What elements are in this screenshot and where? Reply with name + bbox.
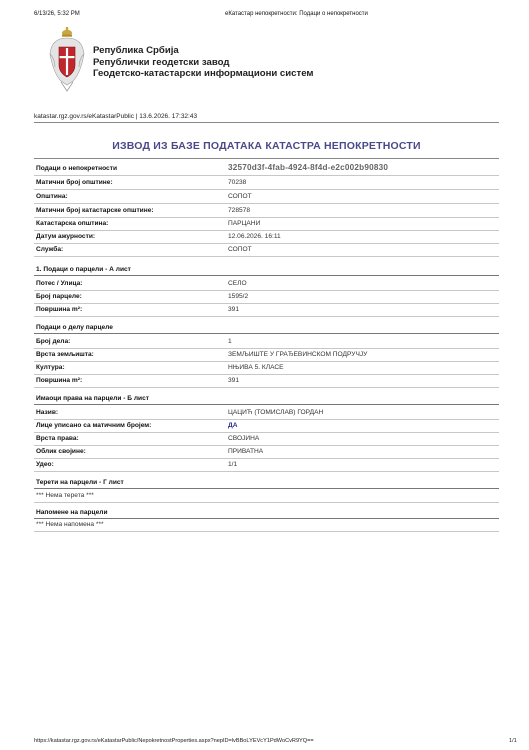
section-g-heading: [34, 475, 499, 489]
property-guid: 32570d3f-4fab-4924-8f4d-e2c002b90830: [228, 163, 389, 172]
row-label: Служба:: [36, 246, 64, 253]
no-notes-note: *** Нема напомена ***: [36, 521, 104, 528]
row-label: Матични број општине:: [36, 179, 113, 186]
row-label: Површина m²:: [36, 306, 83, 313]
row-value: ПРИВАТНА: [228, 448, 264, 455]
divider: [34, 158, 499, 159]
section-title: Терети на парцели - Г лист: [36, 479, 124, 486]
organization-header: [93, 45, 314, 80]
row-value: ЗЕМЉИШТЕ У ГРАЂЕВИНСКОМ ПОДРУЧЈУ: [228, 351, 368, 358]
office-row: [34, 243, 499, 257]
section-title: 1. Подаци о парцели - А лист: [36, 266, 131, 273]
row-label: Врста земљишта:: [36, 351, 94, 358]
row-label: Удео:: [36, 461, 54, 468]
cadastral-municipality-number-row: [34, 204, 499, 218]
row-value: 391: [228, 306, 240, 313]
divider: [34, 122, 499, 123]
row-label: Катастарска општина:: [36, 220, 109, 227]
browser-page-title: eКатастар непокретности: Подаци о непокретности: [225, 11, 368, 17]
row-value: ЦАЦИЋ (ТОМИСЛАВ) ГОРДАН: [228, 409, 324, 416]
parcel-part-heading: [34, 320, 499, 334]
right-type-row: [34, 432, 499, 446]
row-value: СОПОТ: [228, 193, 252, 200]
org-line-system: Геодетско-катастарски информациони систем: [93, 68, 314, 79]
no-encumbrance-note: *** Нема терета ***: [36, 492, 94, 499]
section-title: Подаци о делу парцеле: [36, 324, 113, 331]
update-date-row: [34, 230, 499, 244]
org-line-republic: Република Србија: [93, 45, 179, 56]
row-value: СВОЈИНА: [228, 435, 260, 442]
browser-datetime: 6/13/26, 5:32 PM: [34, 11, 80, 17]
section-title: Напомене на парцели: [36, 509, 108, 516]
owner-name-row: [34, 406, 499, 420]
row-label: Општина:: [36, 193, 68, 200]
registered-id-row: [34, 419, 499, 433]
parcel-area-row: [34, 303, 499, 317]
property-id-row: [34, 162, 499, 176]
part-number-row: [34, 335, 499, 349]
document-title: ИЗВОД ИЗ БАЗЕ ПОДАТАКА КАТАСТРА НЕПОКРЕТНОСТИ: [112, 140, 421, 152]
section-a-heading: [34, 262, 499, 276]
row-value: 12.06.2026. 16:11: [228, 233, 281, 240]
row-value: 391: [228, 377, 240, 384]
section-title: Имаоци права на парцели - Б лист: [36, 395, 149, 402]
row-value: 728578: [228, 207, 251, 214]
row-value: ДА: [228, 422, 238, 429]
row-value: НЊИВА 5. КЛАСЕ: [228, 364, 284, 371]
row-value: 1: [228, 338, 232, 345]
serbian-coat-of-arms-icon: [49, 27, 85, 93]
row-label: Подаци о непокретности: [36, 165, 118, 172]
row-label: Потес / Улица:: [36, 280, 83, 287]
row-label: Лице уписано са матичним бројем:: [36, 422, 152, 429]
ownership-form-row: [34, 445, 499, 459]
culture-row: [34, 361, 499, 375]
land-type-row: [34, 348, 499, 362]
row-label: Површина m²:: [36, 377, 83, 384]
row-label: Број парцеле:: [36, 293, 82, 300]
share-row: [34, 458, 499, 472]
municipality-row: [34, 190, 499, 204]
notes-note-row: [34, 518, 499, 532]
row-value: 1595/2: [228, 293, 249, 300]
notes-heading: [34, 505, 499, 519]
row-label: Назив:: [36, 409, 59, 416]
org-line-institute: Републички геодетски завод: [93, 56, 230, 68]
row-label: Датум ажурности:: [36, 233, 96, 240]
row-value: 1/1: [228, 461, 238, 468]
cadastral-municipality-row: [34, 217, 499, 231]
parcel-number-row: [34, 290, 499, 304]
row-value: 70238: [228, 179, 247, 186]
row-value: СОПОТ: [228, 246, 252, 253]
page-number: 1/1: [509, 738, 517, 744]
street-row: [34, 277, 499, 291]
encumbrance-note-row: [34, 489, 499, 503]
footer-url: https://katastar.rgz.gov.rs/eKatastarPublic/NepokretnostProperties.aspx?nepID=lvBBoLYEVcY1PdWoCvR9YQ==: [34, 738, 314, 744]
municipality-number-row: [34, 176, 499, 190]
row-value: СЕЛО: [228, 280, 247, 287]
source-timestamp: katastar.rgz.gov.rs/eKatastarPublic | 13.6.2026. 17:32:43: [34, 113, 198, 120]
row-label: Култура:: [36, 364, 65, 371]
row-label: Број дела:: [36, 338, 71, 345]
section-b-heading: [34, 391, 499, 405]
row-label: Врста права:: [36, 435, 79, 442]
part-area-row: [34, 374, 499, 388]
row-label: Матични број катастарске општине:: [36, 207, 154, 214]
row-label: Облик својине:: [36, 448, 86, 455]
row-value: ПАРЦАНИ: [228, 220, 261, 227]
